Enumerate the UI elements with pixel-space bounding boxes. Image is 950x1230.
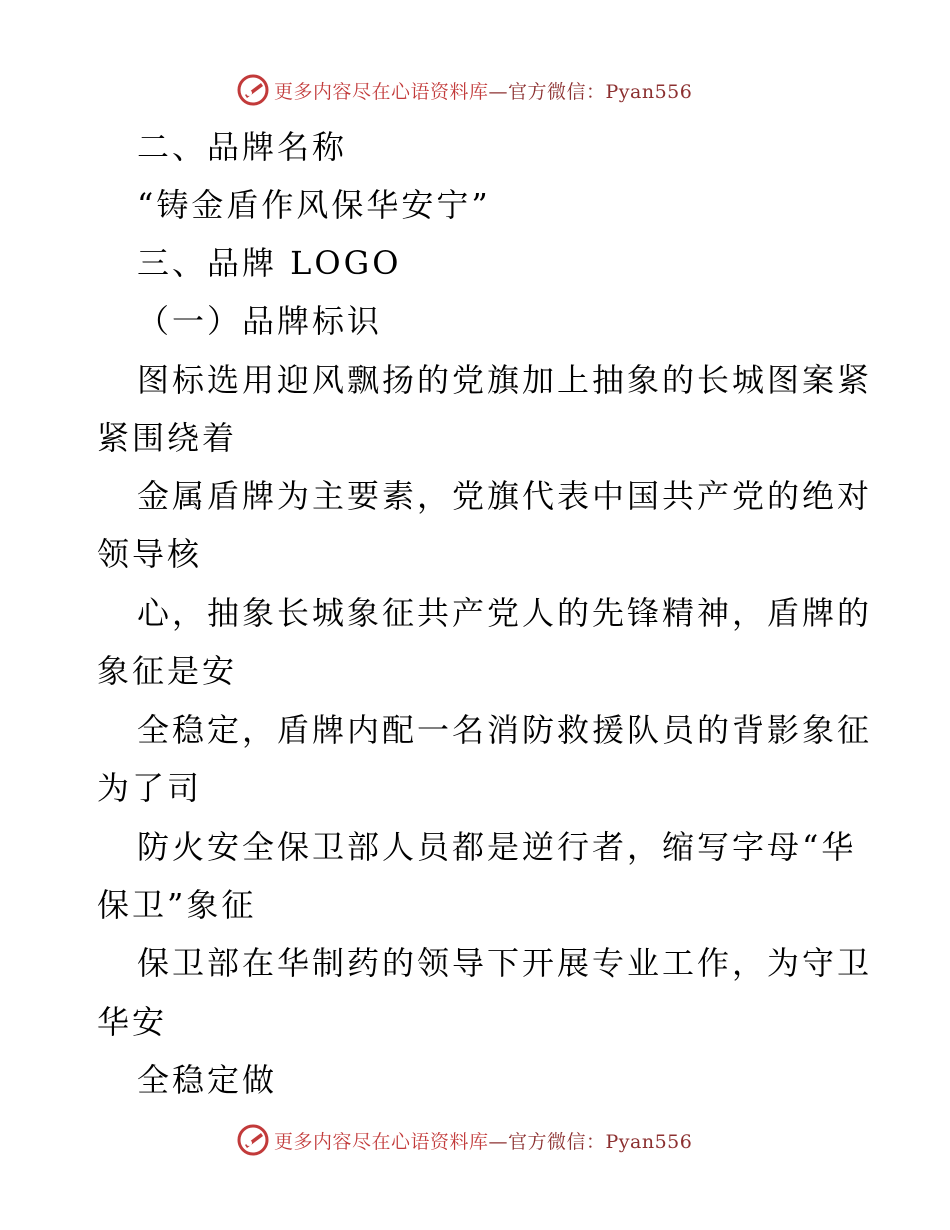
paragraph-line: 保卫”象征	[97, 886, 257, 924]
paragraph-line: 为了司	[97, 769, 203, 807]
paragraph-line: 图标选用迎风飘扬的党旗加上抽象的长城图案紧	[137, 361, 873, 399]
paragraph-line: 全稳定，盾牌内配一名消防救援队员的背影象征	[137, 711, 873, 749]
paragraph-line: 心，抽象长城象征共产党人的先锋精神，盾牌的	[137, 594, 873, 632]
watermark-text: 更多内容尽在心语资料库—官方微信：Pyan556	[274, 80, 693, 103]
paragraph-line: 紧围绕着	[97, 419, 238, 457]
paragraph-line: 华安	[97, 1003, 168, 1041]
section-heading-brand-name: 二、品牌名称	[137, 128, 348, 166]
brand-name-text: “铸金盾作风保华安宁”	[137, 186, 491, 224]
paragraph-line: 保卫部在华制药的领导下开展专业工作，为守卫	[137, 944, 873, 982]
subsection-heading-brand-mark: （一）品牌标识	[137, 302, 383, 340]
library-logo-icon	[236, 73, 270, 107]
library-logo-icon	[236, 1123, 270, 1157]
paragraph-line: 全稳定做	[137, 1061, 278, 1099]
paragraph-line: 领导核	[97, 535, 203, 573]
paragraph-line: 象征是安	[97, 652, 238, 690]
header-watermark	[236, 72, 692, 108]
paragraph-line: 金属盾牌为主要素，党旗代表中国共产党的绝对	[137, 477, 873, 515]
section-heading-brand-logo: 三、品牌 LOGO	[137, 244, 402, 282]
footer-watermark	[236, 1122, 692, 1158]
watermark-text: 更多内容尽在心语资料库—官方微信：Pyan556	[274, 1130, 693, 1153]
paragraph-line: 防火安全保卫部人员都是逆行者，缩写字母“华	[137, 828, 857, 866]
